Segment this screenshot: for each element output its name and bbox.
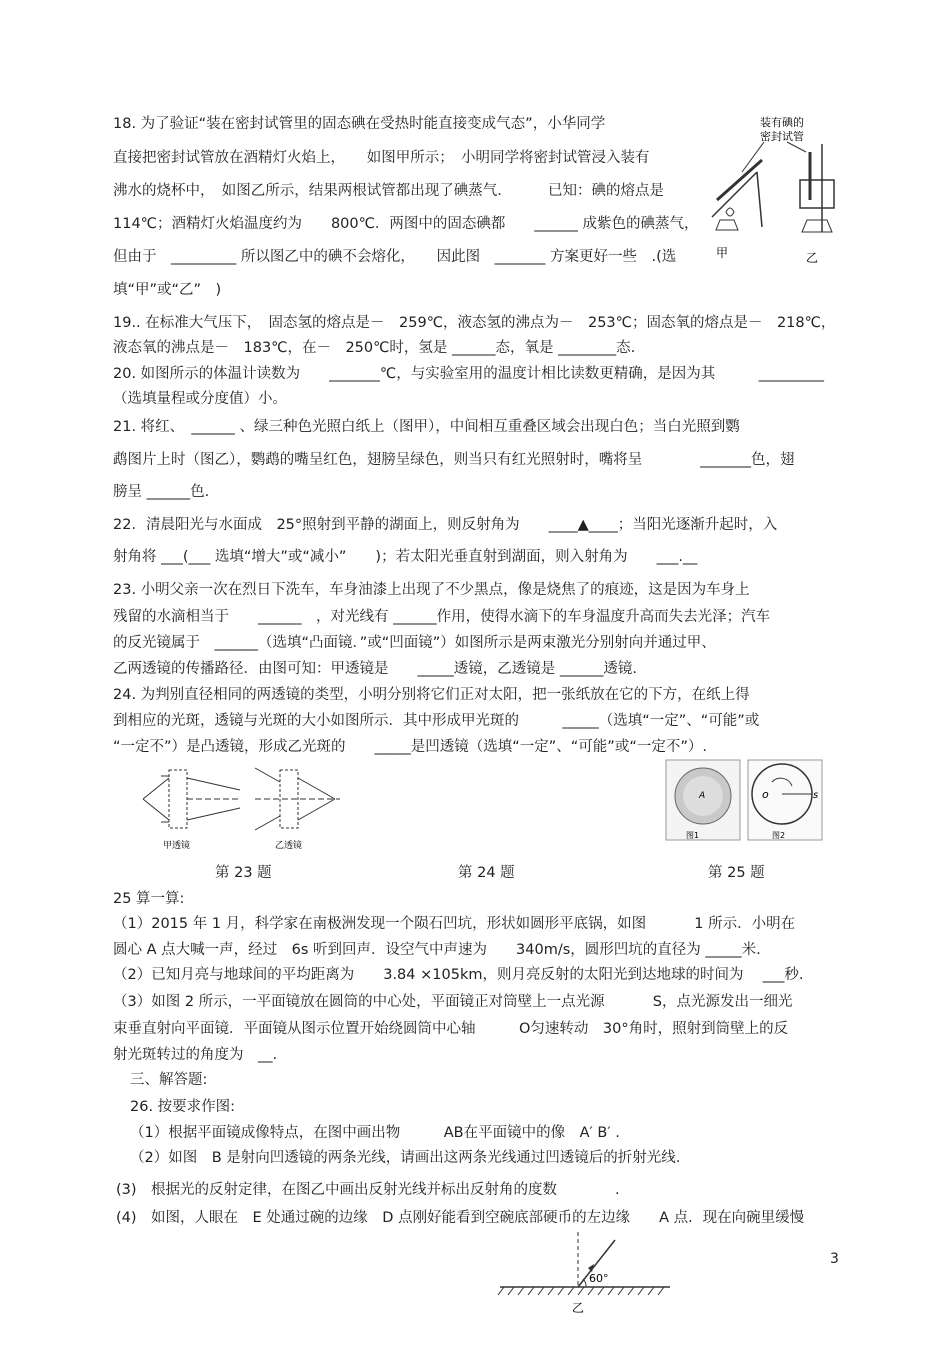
- reflection-label-yi: 乙: [572, 1301, 585, 1315]
- reflection-figure: [490, 1232, 680, 1342]
- figure-label-tube-2: 密封试管: [760, 130, 804, 143]
- angle-label: 60°: [589, 1272, 609, 1285]
- section-title: 三、解答题:: [130, 1072, 208, 1088]
- q26-title: 26. 按要求作图:: [130, 1099, 236, 1115]
- q24-line-3: “一定不”）是凸透镜，形成乙光斑的 _____是凹透镜（选填“一定”、“可能”或“一定不”）.: [113, 739, 707, 755]
- fig2-label: 图2: [772, 831, 786, 840]
- q25-line-3: （2）已知月亮与地球间的平均距离为 3.84 ×105km，则月亮反射的太阳光到达地球的时间为 ___秒.: [113, 967, 804, 983]
- q21-line-1: 21. 将红、 ______ 、绿三种色光照白纸上（图甲），中间相互重叠区域会出现白色；当白光照到鹦: [113, 419, 740, 435]
- page-number: 3: [830, 1251, 839, 1267]
- q19-line-2: 液态氧的沸点是－ 183℃，在－ 250℃时，氢是 ______态，氧是 ________态.: [113, 340, 636, 356]
- iodine-experiment-figure: [702, 112, 847, 272]
- q25-line-6: 射光斑转过的角度为 __.: [113, 1047, 278, 1063]
- q18-line-3: 沸水的烧杯中， 如图乙所示，结果两根试管都出现了碘蒸气． 已知：碘的熔点是: [113, 183, 664, 199]
- q25-line-5: 束垂直射向平面镜．平面镜从图示位置开始绕圆筒中心轴 O匀速转动 30°角时，照射到筒壁上的反: [113, 1021, 789, 1037]
- q23-line-4: 乙两透镜的传播路径．由图可知：甲透镜是 _____透镜，乙透镜是 ______透镜.: [113, 661, 637, 677]
- figure-label-yi: 乙: [806, 251, 819, 265]
- q22-line-2: 射角将 ___(___ 选填“增大”或“减小” )；若太阳光垂直射到湖面，则入射角为 ___.__: [113, 549, 698, 565]
- figure-label-jia: 甲: [716, 246, 729, 260]
- q23-line-3: 的反光镜属于 ______（选填“凸面镜．”或“凹面镜”）如图所示是两束激光分别射向并通过甲、: [113, 635, 716, 651]
- fig2-point-s: s: [813, 790, 819, 801]
- lens-label-yi: 乙透镜: [275, 841, 303, 851]
- q24-line-1: 24. 为判别直径相同的两透镜的类型，小明分别将它们正对太阳，把一张纸放在它的下方，在纸上得: [113, 687, 750, 703]
- q23-line-1: 23. 小明父亲一次在烈日下洗车，车身油漆上出现了不少黑点，像是烧焦了的痕迹，这是因为车身上: [113, 582, 750, 598]
- q24-line-2: 到相应的光斑，透镜与光斑的大小如图所示．其中形成甲光斑的 _____（选填“一定”、“可能”或: [113, 713, 760, 729]
- q25-title: 25 算一算:: [113, 891, 185, 907]
- q18-line-4: 114℃；酒精灯火焰温度约为 800℃．两图中的固态碘都 ______ 成紫色的碘蒸气，: [113, 216, 699, 232]
- q20-line-1: 20. 如图所示的体温计读数为 _______℃，与实验室用的温度计相比读数更精确，是因为其 _________: [113, 366, 824, 382]
- lens-label-jia: 甲透镜: [163, 841, 191, 851]
- q26-item-2: （2）如图 B 是射向凹透镜的两条光线，请画出这两条光线通过凹透镜后的折射光线.: [130, 1150, 681, 1166]
- q19-line-1: 19.. 在标准大气压下， 固态氢的熔点是－ 259℃，液态氢的沸点为－ 253℃；固态氧的熔点是－ 218℃，: [113, 315, 836, 331]
- crater-cylinder-figure: [664, 758, 824, 843]
- q23-line-2: 残留的水滴相当于 ______ ，对光线有 ______作用，使得水滴下的车身温度升高而失去光泽；汽车: [113, 609, 771, 625]
- q21-line-2: 鹉图片上时（图乙），鹦鹉的嘴呈红色，翅膀呈绿色，则当只有红光照射时，嘴将呈 _______色，翅: [113, 452, 795, 468]
- fig1-point-a: A: [699, 791, 706, 801]
- q18-line-2: 直接把密封试管放在酒精灯火焰上， 如图甲所示； 小明同学将密封试管浸入装有: [113, 150, 650, 166]
- q22-line-1: 22．清晨阳光与水面成 25°照射到平静的湖面上，则反射角为 ____▲____；当阳光逐渐升起时，入: [113, 517, 778, 533]
- fig1-label: 图1: [686, 831, 700, 840]
- q26-item-3: (3) 根据光的反射定律，在图乙中画出反射光线并标出反射角的度数 .: [116, 1182, 620, 1198]
- q18-line-5: 但由于 _________ 所以图乙中的碘不会熔化， 因此图 _______ 方案更好一些 .(选: [113, 249, 677, 265]
- q18-line-1: 18. 为了验证“装在密封试管里的固态碘在受热时能直接变成气态”，小华同学: [113, 116, 606, 132]
- q18-line-6: 填“甲”或“乙” ): [113, 282, 222, 298]
- caption-q24: 第 24 题: [458, 865, 515, 881]
- caption-q25: 第 25 题: [708, 865, 765, 881]
- q25-line-2: 圆心 A 点大喊一声，经过 6s 听到回声．设空气中声速为 340m/s，圆形凹坑的直径为 _____米.: [113, 942, 761, 958]
- fig2-point-o: o: [762, 788, 769, 801]
- q20-line-2: （选填量程或分度值）小。: [113, 391, 287, 407]
- caption-q23: 第 23 题: [215, 865, 272, 881]
- q21-line-3: 膀呈 ______色.: [113, 484, 210, 500]
- lens-figure: [135, 760, 355, 855]
- q26-item-1: （1）根据平面镜成像特点，在图中画出物 AB在平面镜中的像 A′ B′ .: [130, 1125, 620, 1141]
- q25-line-1: （1）2015 年 1 月，科学家在南极洲发现一个陨石凹坑，形状如圆形平底锅，如图 1 所示．小明在: [113, 916, 796, 932]
- q26-item-4: (4) 如图，人眼在 E 处通过碗的边缘 D 点刚好能看到空碗底部硬币的左边缘 A 点．现在向碗里缓慢: [116, 1210, 805, 1226]
- q25-line-4: （3）如图 2 所示，一平面镜放在圆筒的中心处，平面镜正对筒壁上一点光源 S，点光源发出一细光: [113, 994, 793, 1010]
- figure-label-tube-1: 装有碘的: [760, 116, 804, 129]
